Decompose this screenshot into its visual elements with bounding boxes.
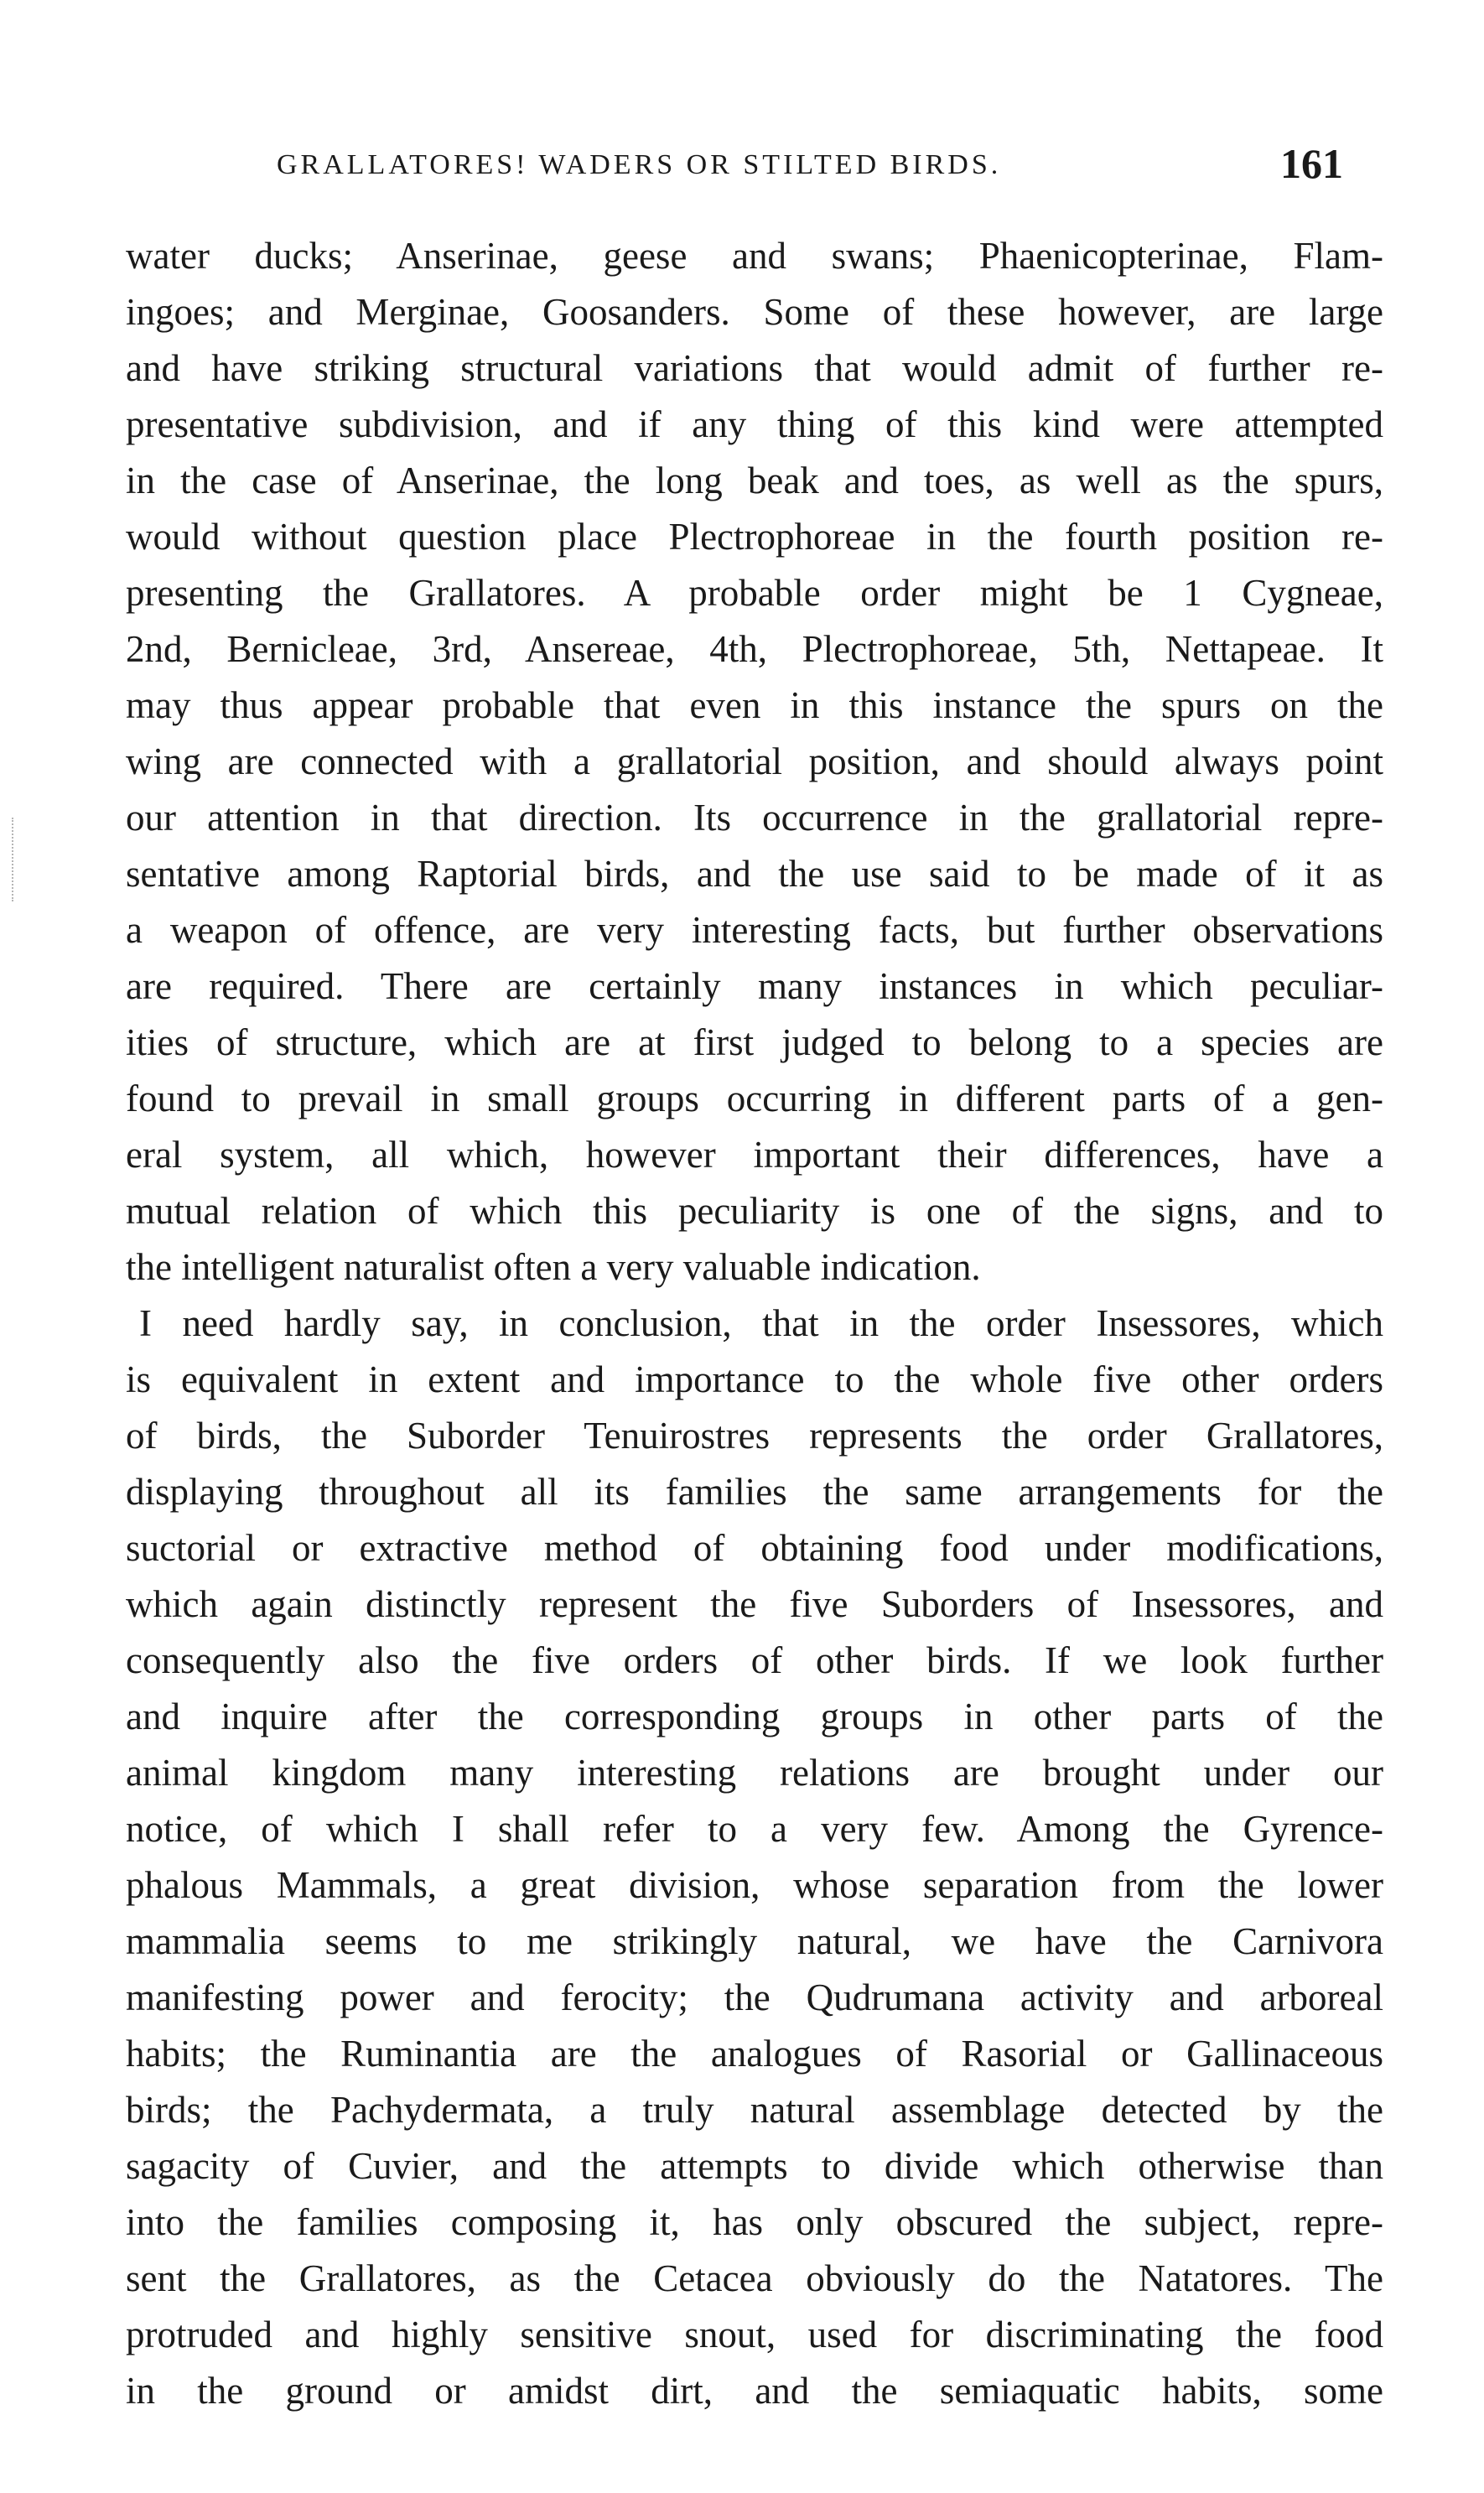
text-line: in the case of Anserinae, the long beak and toes, as well as the spurs, xyxy=(126,460,1383,501)
text-line: 2nd, Bernicleae, 3rd, Ansereae, 4th, Plectrophoreae, 5th, Nettapeae. It xyxy=(126,628,1383,670)
text-line: may thus appear probable that even in this instance the spurs on the xyxy=(126,684,1383,726)
text-line: suctorial or extractive method of obtaining food under modifications, xyxy=(126,1527,1383,1569)
text-line: our attention in that direction. Its occurrence in the grallatorial repre- xyxy=(126,797,1383,839)
text-line: presenting the Grallatores. A probable order might be 1 Cygneae, xyxy=(126,572,1383,614)
text-line: which again distinctly represent the five Suborders of Insessores, and xyxy=(126,1583,1383,1625)
text-line: in the ground or amidst dirt, and the semiaquatic habits, some xyxy=(126,2370,1383,2412)
text-line: notice, of which I shall refer to a very few. Among the Gyrence- xyxy=(126,1808,1383,1850)
body-text xyxy=(126,228,1383,2419)
text-line: and inquire after the corresponding groups in other parts of the xyxy=(126,1696,1383,1737)
text-line: ingoes; and Merginae, Goosanders. Some of these however, are large xyxy=(126,291,1383,333)
text-line: habits; the Ruminantia are the analogues of Rasorial or Gallinaceous xyxy=(126,2033,1383,2075)
paragraph-2 xyxy=(126,1296,1383,2419)
text-line: protruded and highly sensitive snout, used for discriminating the food xyxy=(126,2314,1383,2355)
running-head: GRALLATORES! WADERS OR STILTED BIRDS. xyxy=(277,149,1002,180)
text-line: is equivalent in extent and importance to the whole five other orders xyxy=(126,1358,1383,1400)
text-line: the intelligent naturalist often a very valuable indication. xyxy=(126,1246,981,1288)
text-line: of birds, the Suborder Tenuirostres represents the order Grallatores, xyxy=(126,1415,1383,1457)
text-line: sentative among Raptorial birds, and the use said to be made of it as xyxy=(126,853,1383,895)
text-line: water ducks; Anserinae, geese and swans; Phaenicopterinae, Flam- xyxy=(126,235,1383,277)
text-line: consequently also the five orders of other birds. If we look further xyxy=(126,1639,1383,1681)
margin-mark xyxy=(12,818,16,901)
text-line: mutual relation of which this peculiarity is one of the signs, and to xyxy=(126,1190,1383,1232)
text-line: found to prevail in small groups occurring in different parts of a gen- xyxy=(126,1078,1383,1119)
text-line: are required. There are certainly many instances in which peculiar- xyxy=(126,965,1383,1007)
text-line: phalous Mammals, a great division, whose separation from the lower xyxy=(126,1864,1383,1906)
text-line: sent the Grallatores, as the Cetacea obviously do the Natatores. The xyxy=(126,2257,1383,2299)
text-line: sagacity of Cuvier, and the attempts to divide which otherwise than xyxy=(126,2145,1383,2187)
paragraph-1 xyxy=(126,228,1383,1296)
text-line: animal kingdom many interesting relations are brought under our xyxy=(126,1752,1383,1794)
page-header xyxy=(126,140,1383,208)
text-line: wing are connected with a grallatorial position, and should always point xyxy=(126,740,1383,782)
text-line: presentative subdivision, and if any thing of this kind were attempted xyxy=(126,403,1383,445)
text-line: displaying throughout all its families the same arrangements for the xyxy=(126,1471,1383,1513)
text-line: manifesting power and ferocity; the Qudrumana activity and arboreal xyxy=(126,1976,1383,2018)
text-line: a weapon of offence, are very interesting facts, but further observations xyxy=(126,909,1383,951)
text-line: eral system, all which, however important their differences, have a xyxy=(126,1134,1383,1176)
page-number: 161 xyxy=(1280,140,1343,187)
text-line: into the families composing it, has only obscured the subject, repre- xyxy=(126,2201,1383,2243)
text-line: mammalia seems to me strikingly natural, we have the Carnivora xyxy=(126,1920,1383,1962)
text-line: and have striking structural variations that would admit of further re- xyxy=(126,347,1383,389)
text-line: would without question place Plectrophoreae in the fourth position re- xyxy=(126,516,1383,558)
text-line: I need hardly say, in conclusion, that in the order Insessores, which xyxy=(139,1302,1383,1344)
text-line: ities of structure, which are at first judged to belong to a species are xyxy=(126,1021,1383,1063)
text-line: birds; the Pachydermata, a truly natural assemblage detected by the xyxy=(126,2089,1383,2131)
